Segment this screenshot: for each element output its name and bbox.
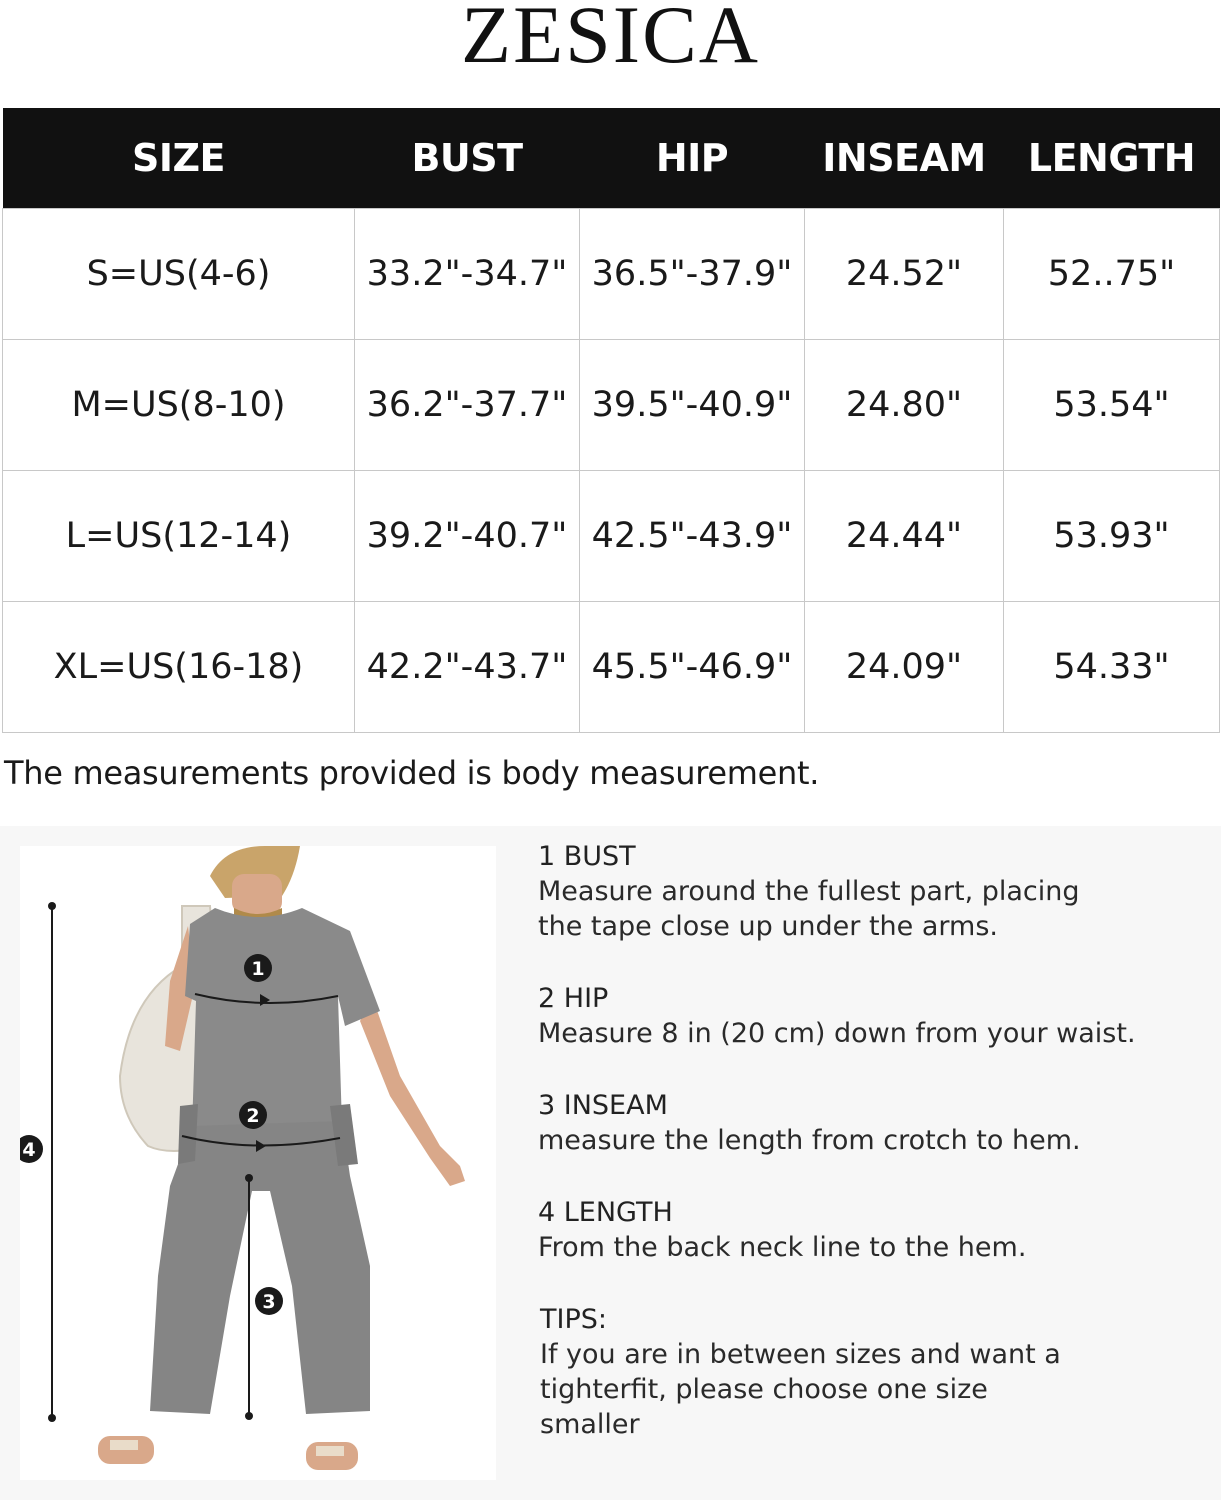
model-figure bbox=[20, 846, 496, 1480]
cell-hip: 36.5"-37.9" bbox=[580, 208, 805, 339]
right-arm-shape bbox=[360, 996, 465, 1186]
header-size: SIZE bbox=[131, 135, 226, 180]
inseam-bottom-dot bbox=[245, 1412, 253, 1420]
jumpsuit-pants-shape bbox=[150, 1121, 370, 1414]
cell-bust: 42.2"-43.7" bbox=[355, 601, 580, 732]
instruction-inseam bbox=[538, 1089, 1198, 1158]
instruction-bust bbox=[538, 840, 1198, 944]
marker-4-label: 4 bbox=[22, 1139, 36, 1161]
instruction-title: 3 INSEAM bbox=[538, 1090, 668, 1121]
measurement-guide bbox=[0, 826, 1221, 1500]
header-hip: HIP bbox=[655, 135, 729, 180]
tips-title: TIPS: bbox=[540, 1304, 607, 1335]
cell-size: S=US(4-6) bbox=[3, 208, 355, 339]
measurement-note: The measurements provided is body measurement. bbox=[4, 754, 820, 792]
cell-hip: 39.5"-40.9" bbox=[580, 339, 805, 470]
instruction-text: Measure around the fullest part, placing bbox=[538, 876, 1080, 907]
face-shape bbox=[232, 874, 282, 914]
instruction-length bbox=[538, 1196, 1198, 1265]
inseam-top-dot bbox=[245, 1174, 253, 1182]
tips-block bbox=[540, 1303, 1198, 1442]
length-line-bottom-dot bbox=[48, 1414, 56, 1422]
cell-size: M=US(8-10) bbox=[3, 339, 355, 470]
header-inseam: INSEAM bbox=[822, 135, 986, 180]
tips-text: If you are in between sizes and want a bbox=[540, 1339, 1061, 1370]
cell-inseam: 24.80" bbox=[805, 339, 1004, 470]
cell-length: 54.33" bbox=[1004, 601, 1220, 732]
length-line-top-dot bbox=[48, 902, 56, 910]
tips-text: smaller bbox=[540, 1409, 640, 1440]
left-pocket-shape bbox=[178, 1104, 198, 1164]
jumpsuit-top-shape bbox=[185, 908, 380, 1131]
cell-bust: 33.2"-34.7" bbox=[355, 208, 580, 339]
instruction-title: 1 BUST bbox=[538, 841, 636, 872]
table-row bbox=[3, 601, 1220, 732]
cell-length: 53.54" bbox=[1004, 339, 1220, 470]
table-row bbox=[3, 339, 1220, 470]
table-row bbox=[3, 470, 1220, 601]
marker-2-label: 2 bbox=[246, 1105, 260, 1127]
cell-bust: 39.2"-40.7" bbox=[355, 470, 580, 601]
cell-hip: 42.5"-43.9" bbox=[580, 470, 805, 601]
measurement-instructions bbox=[538, 840, 1198, 1480]
instruction-text: measure the length from crotch to hem. bbox=[538, 1125, 1081, 1156]
cell-length: 52..75" bbox=[1004, 208, 1220, 339]
cell-size: L=US(12-14) bbox=[3, 470, 355, 601]
instruction-text: Measure 8 in (20 cm) down from your waist. bbox=[538, 1018, 1136, 1049]
instruction-title: 4 LENGTH bbox=[538, 1197, 673, 1228]
header-length: LENGTH bbox=[1027, 135, 1196, 180]
marker-1-label: 1 bbox=[251, 958, 265, 980]
cell-inseam: 24.09" bbox=[805, 601, 1004, 732]
instruction-text: the tape close up under the arms. bbox=[538, 911, 998, 942]
right-sandal-strap bbox=[316, 1446, 344, 1456]
instruction-title: 2 HIP bbox=[538, 983, 609, 1014]
left-sandal-strap bbox=[110, 1440, 138, 1450]
cell-size: XL=US(16-18) bbox=[3, 601, 355, 732]
marker-3-label: 3 bbox=[262, 1291, 276, 1313]
size-chart-table bbox=[2, 108, 1220, 733]
cell-inseam: 24.52" bbox=[805, 208, 1004, 339]
cell-hip: 45.5"-46.9" bbox=[580, 601, 805, 732]
cell-inseam: 24.44" bbox=[805, 470, 1004, 601]
instruction-text: From the back neck line to the hem. bbox=[538, 1232, 1027, 1263]
cell-length: 53.93" bbox=[1004, 470, 1220, 601]
cell-bust: 36.2"-37.7" bbox=[355, 339, 580, 470]
brand-logo: ZESICA bbox=[461, 0, 760, 70]
header-bust: BUST bbox=[411, 135, 523, 180]
table-row bbox=[3, 208, 1220, 339]
tips-text: tighterfit, please choose one size bbox=[540, 1374, 988, 1405]
instruction-hip bbox=[538, 982, 1198, 1051]
table-header-row bbox=[3, 108, 1220, 208]
jumpsuit-model-illustration bbox=[20, 846, 496, 1480]
